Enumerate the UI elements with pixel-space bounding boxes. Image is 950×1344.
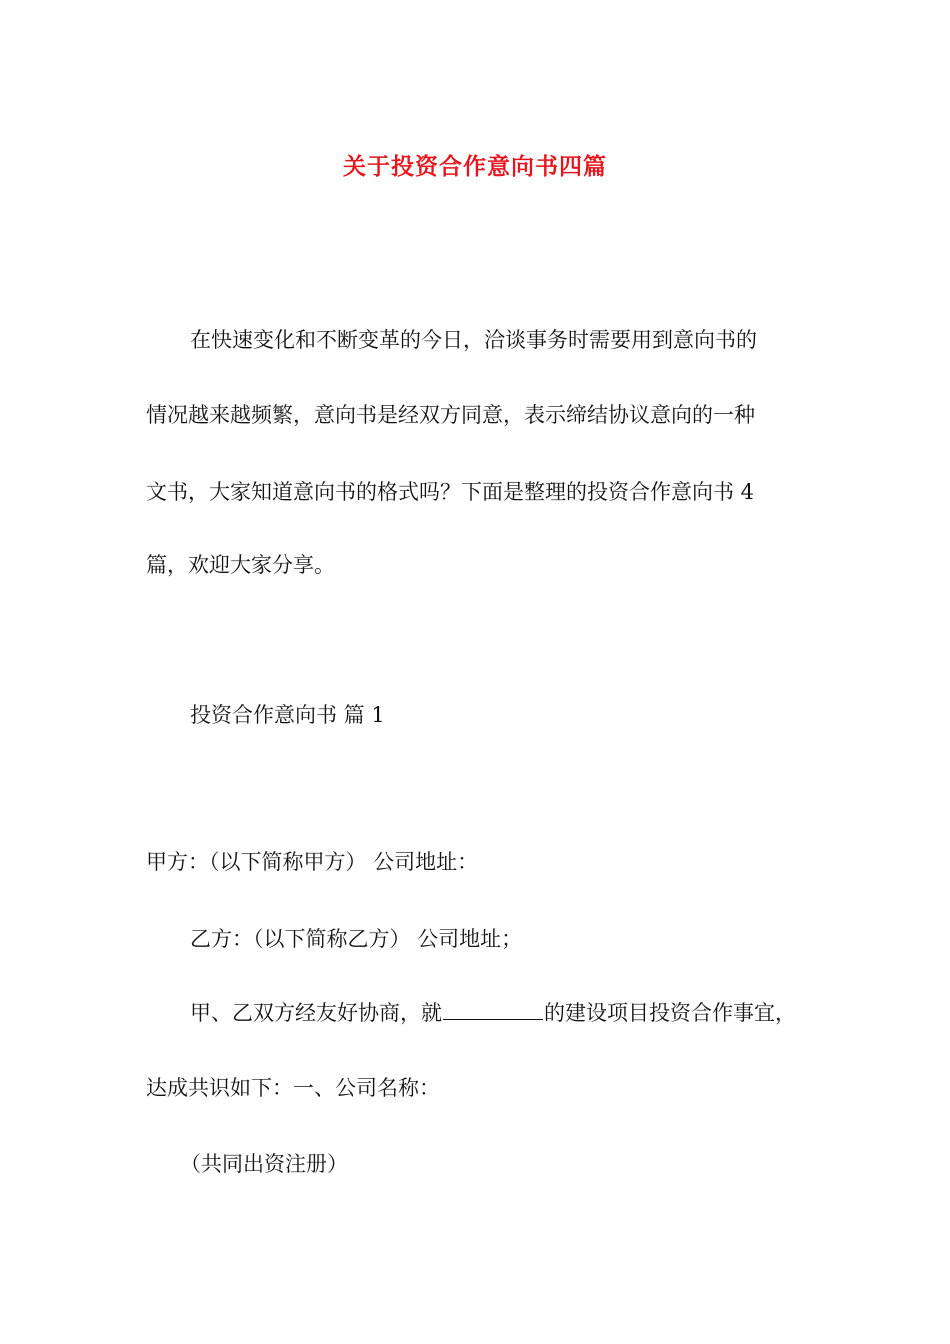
project-name-blank (443, 999, 543, 1020)
intro-line-1: 在快速变化和不断变革的今日，洽谈事务时需要用到意向书的 (190, 328, 757, 352)
agreement-prefix: 甲、乙双方经友好协商，就 (190, 1001, 442, 1025)
intro-line-4: 篇，欢迎大家分享。 (146, 553, 335, 577)
document-title: 关于投资合作意向书四篇 (343, 153, 607, 181)
joint-registration-note: （共同出资注册） (180, 1152, 348, 1176)
party-a-line: 甲方：（以下简称甲方） 公司地址： (146, 850, 479, 874)
party-b-line: 乙方：（以下简称乙方） 公司地址； (190, 927, 523, 951)
agreement-suffix: 的建设项目投资合作事宜， (544, 1001, 796, 1025)
section-heading: 投资合作意向书 篇 1 (190, 703, 385, 727)
intro-line-2: 情况越来越频繁，意向书是经双方同意，表示缔结协议意向的一种 (146, 403, 755, 427)
intro-line-3: 文书，大家知道意向书的格式吗？下面是整理的投资合作意向书 4 (146, 480, 755, 504)
agreement-line (190, 998, 796, 1028)
consensus-line: 达成共识如下：一、公司名称： (146, 1076, 440, 1100)
